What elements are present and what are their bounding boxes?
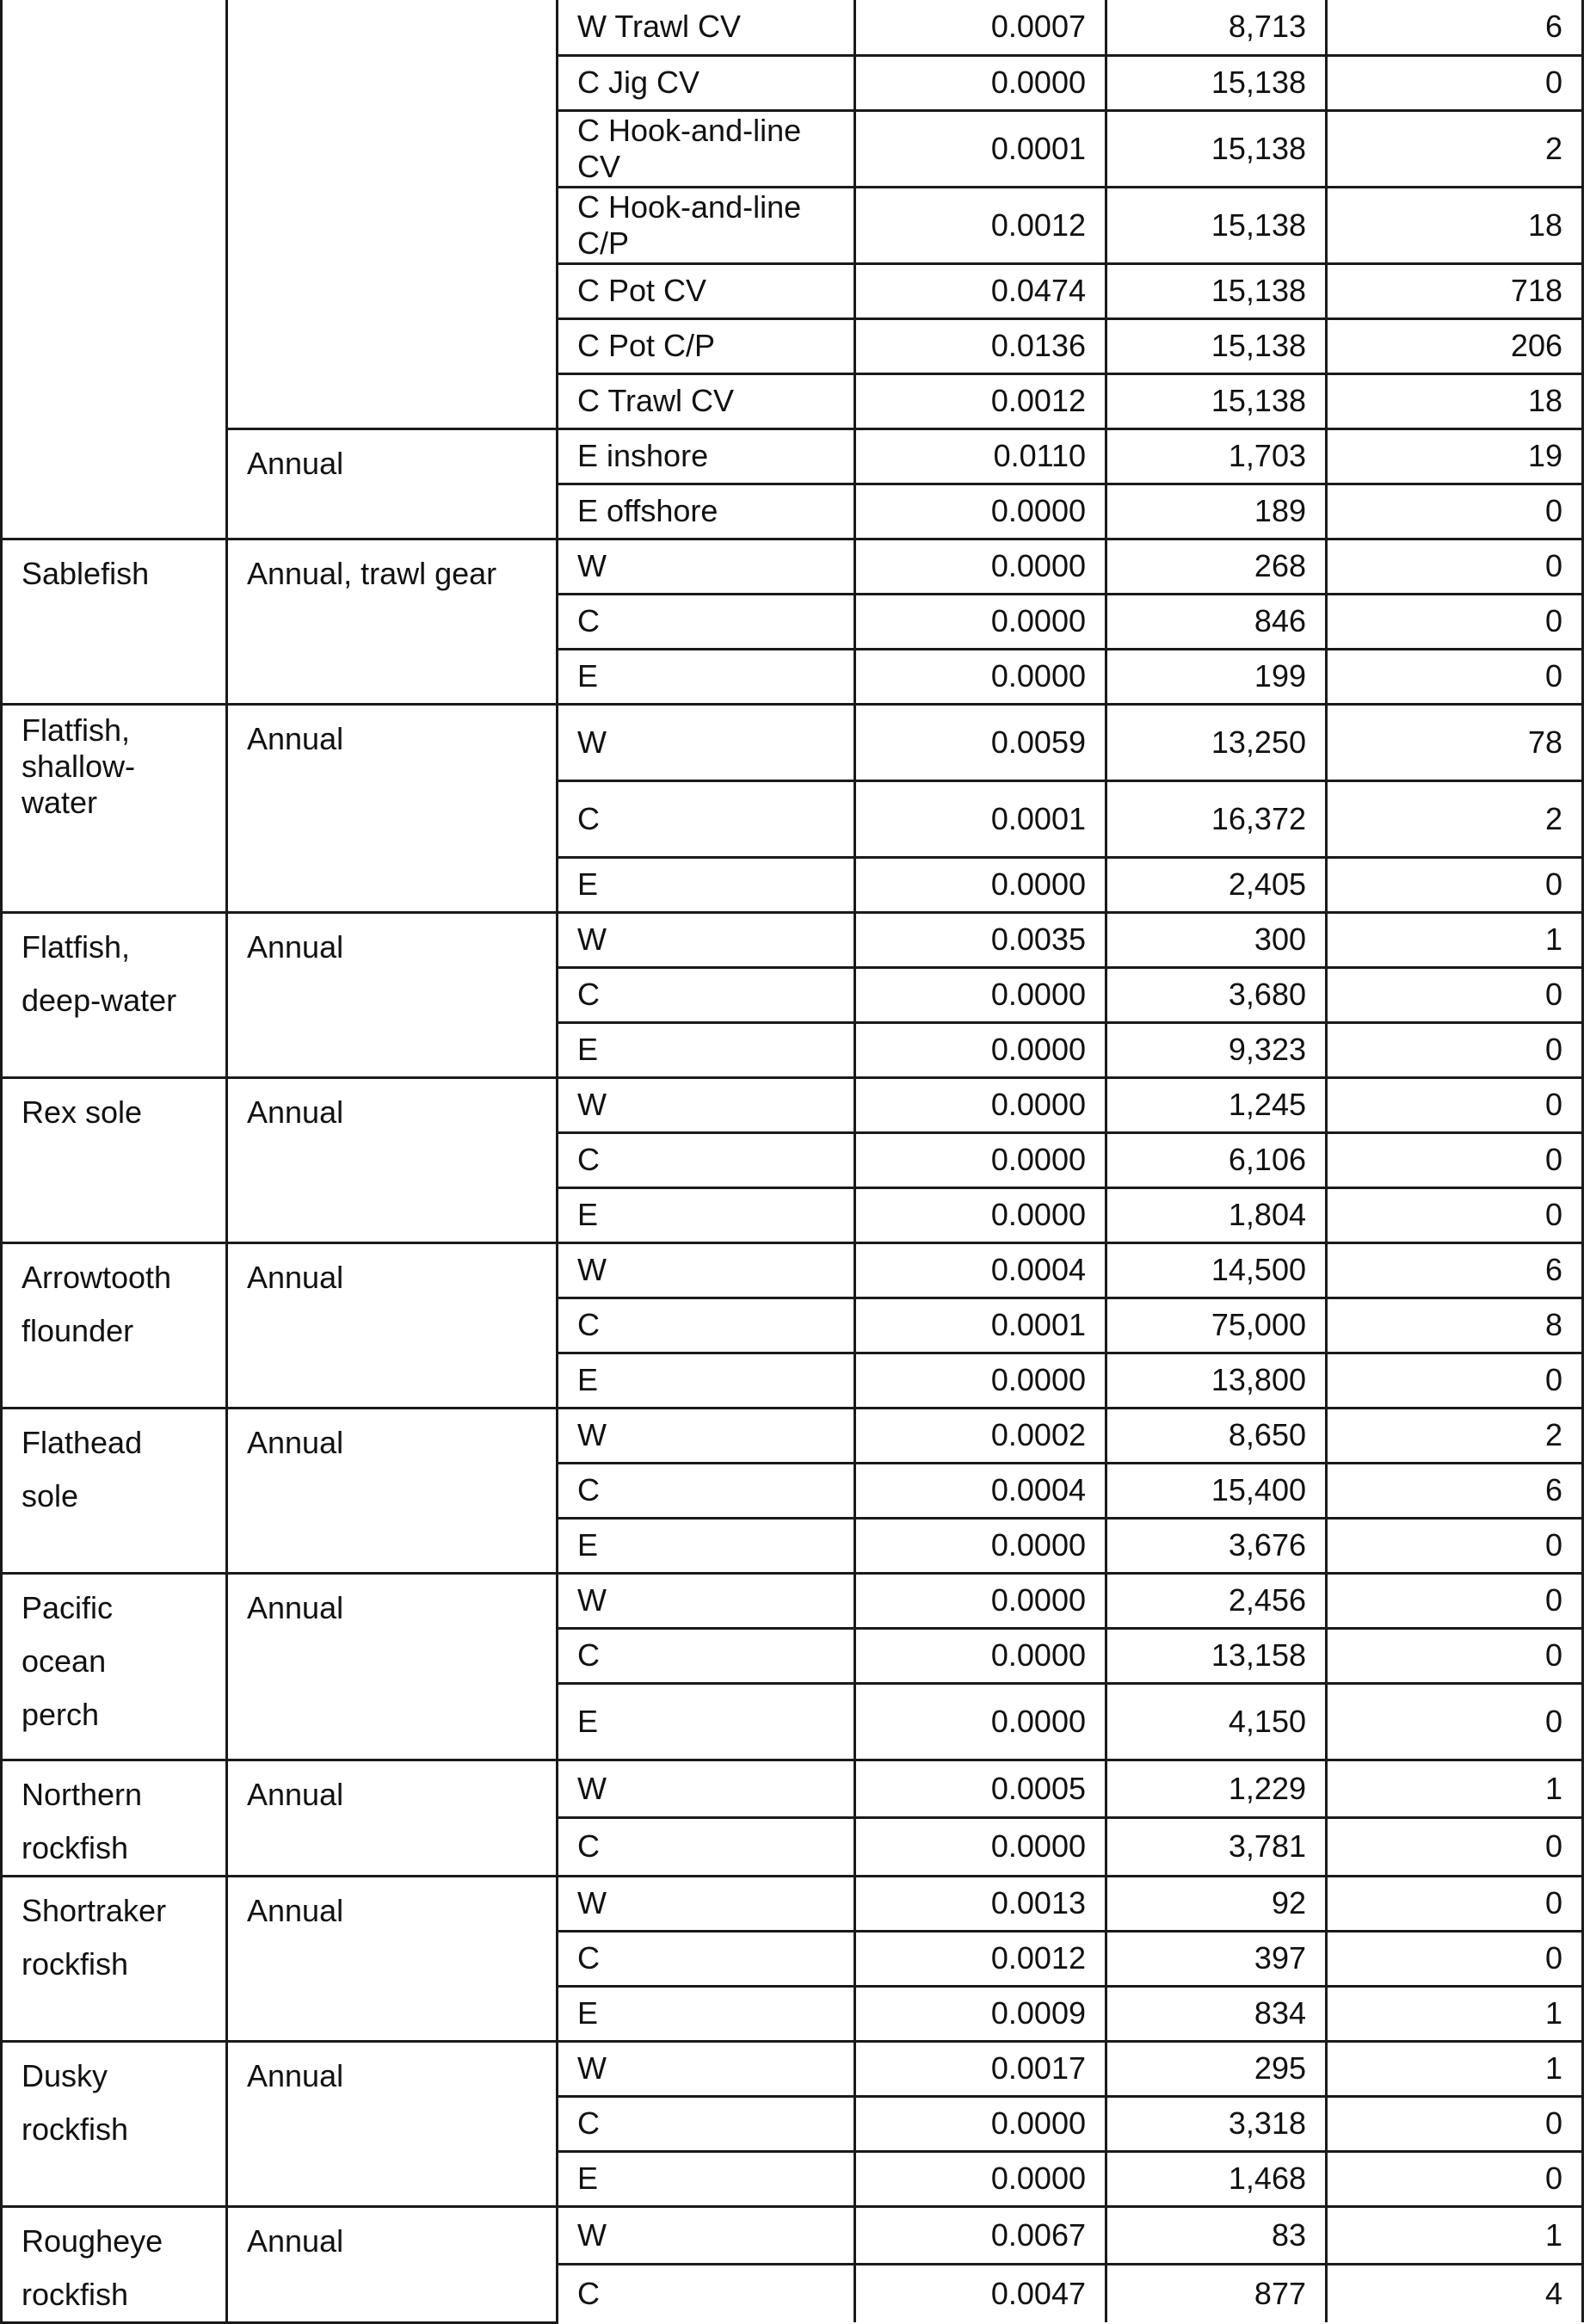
species-cell: [2, 1876, 227, 2041]
amount-cell: 1: [1327, 2206, 1583, 2265]
species-cell: [2, 1573, 227, 1760]
species-cell: [2, 1760, 227, 1876]
tac-cell: 6,106: [1106, 1132, 1327, 1187]
rate-cell: 0.0000: [855, 55, 1106, 110]
tac-cell: 3,781: [1106, 1818, 1327, 1877]
rate-cell: 0.0005: [855, 1760, 1106, 1818]
amount-cell: 0: [1327, 1022, 1583, 1077]
period-cell: [227, 704, 558, 912]
species-name-line: Flatfish,: [22, 712, 131, 748]
area-cell: C: [558, 1132, 855, 1187]
amount-cell: 0: [1327, 1683, 1583, 1760]
rate-cell: 0.0000: [855, 857, 1106, 912]
rate-cell: 0.0000: [855, 1683, 1106, 1760]
area-cell: W: [558, 1242, 855, 1298]
period-cell: [227, 428, 558, 539]
amount-cell: 6: [1327, 0, 1583, 55]
period-cell: [227, 1573, 558, 1760]
amount-cell: 0: [1327, 2096, 1583, 2151]
rate-cell: 0.0000: [855, 2151, 1106, 2206]
rate-cell: 0.0012: [855, 187, 1106, 263]
area-cell: C Hook-and-line C/P: [558, 187, 855, 263]
amount-cell: 2: [1327, 780, 1583, 857]
tac-cell: 75,000: [1106, 1298, 1327, 1353]
species-cell: [2, 704, 227, 912]
amount-cell: 0: [1327, 1628, 1583, 1683]
table-row: [2, 1573, 1583, 1628]
amount-cell: 0: [1327, 539, 1583, 594]
area-cell: C: [558, 2096, 855, 2151]
period-label: Annual: [247, 1259, 344, 1295]
tac-cell: 3,318: [1106, 2096, 1327, 2151]
table-row: [2, 1242, 1583, 1298]
amount-cell: 6: [1327, 1463, 1583, 1518]
amount-cell: 0: [1327, 1931, 1583, 1986]
area-cell: E: [558, 1518, 855, 1573]
species-cell: [2, 1077, 227, 1242]
table-row: [2, 1876, 1583, 1931]
period-label: Annual: [247, 445, 344, 481]
rate-cell: 0.0004: [855, 1242, 1106, 1298]
rate-cell: 0.0000: [855, 539, 1106, 594]
amount-cell: 1: [1327, 1760, 1583, 1818]
area-cell: C: [558, 1931, 855, 1986]
amount-cell: 18: [1327, 187, 1583, 263]
rate-cell: 0.0110: [855, 428, 1106, 484]
tac-cell: 16,372: [1106, 780, 1327, 857]
tac-cell: 13,250: [1106, 704, 1327, 780]
amount-cell: 4: [1327, 2265, 1583, 2323]
species-name-line: perch: [22, 1696, 100, 1732]
period-label: Annual: [247, 1892, 344, 1928]
species-name-line: rockfish: [22, 2276, 129, 2312]
amount-cell: 0: [1327, 1353, 1583, 1408]
table-row: [2, 1077, 1583, 1132]
tac-cell: 3,680: [1106, 967, 1327, 1022]
area-cell: W: [558, 1077, 855, 1132]
species-name-line: Shortraker: [22, 1892, 167, 1928]
species-name-line: water: [22, 784, 98, 820]
amount-cell: 19: [1327, 428, 1583, 484]
area-cell: C: [558, 2265, 855, 2323]
area-cell: C Jig CV: [558, 55, 855, 110]
period-cell: [227, 2206, 558, 2322]
area-cell: W: [558, 1573, 855, 1628]
rate-cell: 0.0474: [855, 263, 1106, 318]
rate-cell: 0.0000: [855, 2096, 1106, 2151]
rate-cell: 0.0009: [855, 1986, 1106, 2041]
tac-cell: 13,158: [1106, 1628, 1327, 1683]
table-row: [2, 912, 1583, 967]
period-cell: [227, 1760, 558, 1876]
tac-cell: 1,245: [1106, 1077, 1327, 1132]
amount-cell: 0: [1327, 1818, 1583, 1877]
area-cell: E: [558, 1353, 855, 1408]
period-label: Annual: [247, 928, 344, 965]
period-label: Annual: [247, 720, 344, 756]
species-name-line: Pacific: [22, 1589, 114, 1625]
species-cell: [2, 1408, 227, 1573]
rate-cell: 0.0067: [855, 2206, 1106, 2265]
tac-cell: 846: [1106, 594, 1327, 649]
area-cell: W: [558, 912, 855, 967]
amount-cell: 2: [1327, 1408, 1583, 1463]
amount-cell: 6: [1327, 1242, 1583, 1298]
amount-cell: 0: [1327, 857, 1583, 912]
tac-cell: 295: [1106, 2041, 1327, 2096]
tac-cell: 877: [1106, 2265, 1327, 2323]
amount-cell: 0: [1327, 1876, 1583, 1931]
tac-cell: 15,400: [1106, 1463, 1327, 1518]
tac-cell: 300: [1106, 912, 1327, 967]
species-name-line: Sablefish: [22, 555, 150, 591]
period-cell: [227, 1876, 558, 2041]
area-cell: C: [558, 1298, 855, 1353]
table-row: [2, 2206, 1583, 2265]
table-row: [2, 0, 1583, 55]
tac-cell: 1,229: [1106, 1760, 1327, 1818]
table-row: [2, 704, 1583, 780]
amount-cell: 0: [1327, 484, 1583, 539]
rate-cell: 0.0012: [855, 373, 1106, 428]
area-cell: E: [558, 1187, 855, 1242]
amount-cell: 0: [1327, 1077, 1583, 1132]
table-row: [2, 2041, 1583, 2096]
tac-cell: 199: [1106, 649, 1327, 704]
area-cell: E offshore: [558, 484, 855, 539]
period-cell: [227, 1408, 558, 1573]
amount-cell: 8: [1327, 1298, 1583, 1353]
area-cell: C Pot CV: [558, 263, 855, 318]
species-name-line: Arrowtooth: [22, 1259, 172, 1295]
species-name-line: rockfish: [22, 1945, 129, 1982]
rate-cell: 0.0000: [855, 1518, 1106, 1573]
rate-cell: 0.0001: [855, 1298, 1106, 1353]
tac-cell: 83: [1106, 2206, 1327, 2265]
tac-cell: 2,405: [1106, 857, 1327, 912]
area-cell: W: [558, 2041, 855, 2096]
area-cell: E inshore: [558, 428, 855, 484]
species-name-line: flounder: [22, 1312, 134, 1348]
rate-cell: 0.0007: [855, 0, 1106, 55]
amount-cell: 0: [1327, 2151, 1583, 2206]
period-label: Annual: [247, 1094, 344, 1130]
species-cell: [2, 0, 227, 539]
area-cell: C: [558, 1463, 855, 1518]
area-cell: C: [558, 1818, 855, 1877]
tac-cell: 8,650: [1106, 1408, 1327, 1463]
species-name-line: rockfish: [22, 1829, 129, 1865]
amount-cell: 718: [1327, 263, 1583, 318]
tac-cell: 189: [1106, 484, 1327, 539]
species-name-line: rockfish: [22, 2111, 129, 2147]
area-cell: C: [558, 594, 855, 649]
rate-cell: 0.0000: [855, 1818, 1106, 1877]
amount-cell: 1: [1327, 912, 1583, 967]
amount-cell: 0: [1327, 1132, 1583, 1187]
rate-cell: 0.0000: [855, 484, 1106, 539]
rate-cell: 0.0000: [855, 594, 1106, 649]
rate-cell: 0.0004: [855, 1463, 1106, 1518]
period-cell: [227, 539, 558, 704]
species-name-line: ocean: [22, 1643, 107, 1679]
tac-cell: 1,804: [1106, 1187, 1327, 1242]
amount-cell: 206: [1327, 318, 1583, 373]
period-cell: [227, 2041, 558, 2206]
rate-cell: 0.0000: [855, 1077, 1106, 1132]
area-cell: E: [558, 1022, 855, 1077]
tac-cell: 1,468: [1106, 2151, 1327, 2206]
table-row: [2, 1408, 1583, 1463]
table-row: [2, 539, 1583, 594]
period-label: Annual: [247, 1776, 344, 1812]
tac-cell: 1,703: [1106, 428, 1327, 484]
period-label: Annual: [247, 1589, 344, 1625]
period-label: Annual, trawl gear: [247, 555, 497, 591]
amount-cell: 18: [1327, 373, 1583, 428]
area-cell: E: [558, 857, 855, 912]
rate-cell: 0.0000: [855, 1628, 1106, 1683]
amount-cell: 1: [1327, 1986, 1583, 2041]
tac-cell: 92: [1106, 1876, 1327, 1931]
tac-cell: 15,138: [1106, 187, 1327, 263]
rate-cell: 0.0017: [855, 2041, 1106, 2096]
rate-cell: 0.0000: [855, 1353, 1106, 1408]
period-cell: [227, 1242, 558, 1408]
area-cell: W: [558, 539, 855, 594]
species-cell: [2, 912, 227, 1077]
area-cell: W: [558, 1760, 855, 1818]
area-cell: W: [558, 2206, 855, 2265]
period-cell: [227, 1077, 558, 1242]
tac-cell: 13,800: [1106, 1353, 1327, 1408]
area-cell: E: [558, 1683, 855, 1760]
tac-cell: 397: [1106, 1931, 1327, 1986]
tac-cell: 15,138: [1106, 55, 1327, 110]
rate-cell: 0.0013: [855, 1876, 1106, 1931]
tac-cell: 15,138: [1106, 110, 1327, 187]
tac-cell: 4,150: [1106, 1683, 1327, 1760]
species-name-line: Rougheye: [22, 2222, 163, 2259]
species-cell: [2, 2041, 227, 2206]
period-cell: [227, 912, 558, 1077]
area-cell: C Hook-and-line CV: [558, 110, 855, 187]
area-cell: W: [558, 1408, 855, 1463]
tac-cell: 15,138: [1106, 318, 1327, 373]
species-name-line: shallow-: [22, 748, 136, 784]
rate-cell: 0.0000: [855, 1187, 1106, 1242]
rate-cell: 0.0000: [855, 1573, 1106, 1628]
tac-cell: 14,500: [1106, 1242, 1327, 1298]
rate-cell: 0.0001: [855, 780, 1106, 857]
amount-cell: 2: [1327, 110, 1583, 187]
period-cell: [227, 0, 558, 428]
species-name-line: Rex sole: [22, 1094, 143, 1130]
rate-cell: 0.0136: [855, 318, 1106, 373]
tac-cell: 3,676: [1106, 1518, 1327, 1573]
area-cell: W: [558, 704, 855, 780]
amount-cell: 0: [1327, 1573, 1583, 1628]
rate-cell: 0.0000: [855, 967, 1106, 1022]
species-name-line: Flathead: [22, 1424, 143, 1460]
amount-cell: 0: [1327, 1187, 1583, 1242]
amount-cell: 0: [1327, 594, 1583, 649]
area-cell: E: [558, 649, 855, 704]
amount-cell: 0: [1327, 649, 1583, 704]
rate-cell: 0.0035: [855, 912, 1106, 967]
area-cell: C Pot C/P: [558, 318, 855, 373]
species-name-line: Northern: [22, 1776, 143, 1812]
rate-cell: 0.0059: [855, 704, 1106, 780]
table-row: [2, 428, 1583, 484]
rate-cell: 0.0000: [855, 649, 1106, 704]
species-cell: [2, 2206, 227, 2322]
amount-cell: 78: [1327, 704, 1583, 780]
period-label: Annual: [247, 2057, 344, 2093]
rate-cell: 0.0002: [855, 1408, 1106, 1463]
area-cell: C: [558, 1628, 855, 1683]
rate-cell: 0.0000: [855, 1132, 1106, 1187]
area-cell: W Trawl CV: [558, 0, 855, 55]
species-cell: [2, 539, 227, 704]
species-name-line: deep-water: [22, 982, 177, 1018]
area-cell: E: [558, 2151, 855, 2206]
species-name-line: Flatfish,: [22, 928, 131, 965]
tac-cell: 15,138: [1106, 373, 1327, 428]
area-cell: C: [558, 780, 855, 857]
table-body: [2, 0, 1583, 2322]
tac-cell: 8,713: [1106, 0, 1327, 55]
tac-cell: 15,138: [1106, 263, 1327, 318]
amount-cell: 1: [1327, 2041, 1583, 2096]
period-label: Annual: [247, 1424, 344, 1460]
species-name-line: sole: [22, 1477, 79, 1513]
area-cell: C: [558, 967, 855, 1022]
table-row: [2, 1760, 1583, 1818]
species-name-line: Dusky: [22, 2057, 108, 2093]
tac-cell: 9,323: [1106, 1022, 1327, 1077]
area-cell: C Trawl CV: [558, 373, 855, 428]
species-cell: [2, 1242, 227, 1408]
rate-cell: 0.0047: [855, 2265, 1106, 2323]
period-label: Annual: [247, 2222, 344, 2259]
rate-cell: 0.0000: [855, 1022, 1106, 1077]
rate-cell: 0.0012: [855, 1931, 1106, 1986]
tac-cell: 834: [1106, 1986, 1327, 2041]
amount-cell: 0: [1327, 967, 1583, 1022]
tac-cell: 268: [1106, 539, 1327, 594]
area-cell: W: [558, 1876, 855, 1931]
tac-cell: 2,456: [1106, 1573, 1327, 1628]
amount-cell: 0: [1327, 1518, 1583, 1573]
area-cell: E: [558, 1986, 855, 2041]
rate-cell: 0.0001: [855, 110, 1106, 187]
amount-cell: 0: [1327, 55, 1583, 110]
